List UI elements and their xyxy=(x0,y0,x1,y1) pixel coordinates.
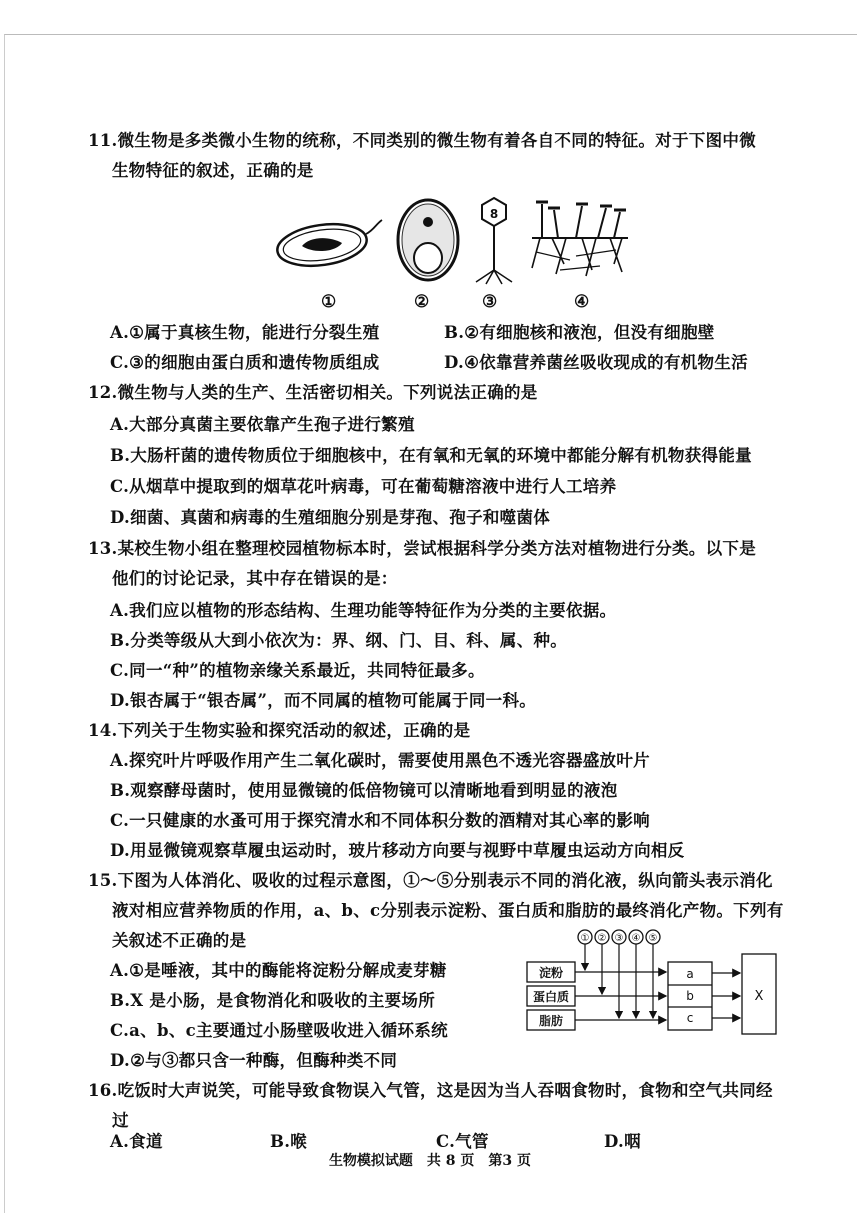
q11-option-a: A.①属于真核生物，能进行分裂生殖 xyxy=(110,323,380,342)
nutrient-starch: 淀粉 xyxy=(538,966,564,980)
digestion-diagram xyxy=(526,926,782,1036)
product-b: b xyxy=(686,989,694,1003)
juice-label-5: ⑤ xyxy=(648,933,658,944)
q13-option-c: C.同一“种”的植物亲缘关系最近，共同特征最多。 xyxy=(110,661,485,680)
question-11-stem xyxy=(88,126,808,186)
mold-drawing xyxy=(532,202,628,276)
q16-option-b: B.喉 xyxy=(270,1132,308,1151)
question-13-stem-line-1: 13.某校生物小组在整理校园植物标本时，尝试根据科学分类方法对植物进行分类。以下是 xyxy=(88,539,757,558)
figure-label-1: ① xyxy=(321,292,337,312)
nutrient-fat: 脂肪 xyxy=(538,1014,564,1028)
q14-option-a: A.探究叶片呼吸作用产生二氧化碳时，需要使用黑色不透光容器盛放叶片 xyxy=(110,751,650,770)
q11-option-b: B.②有细胞核和液泡，但没有细胞壁 xyxy=(444,323,715,342)
q14-option-c: C.一只健康的水蚤可用于探究清水和不同体积分数的酒精对其心率的影响 xyxy=(110,811,650,830)
svg-text:8: 8 xyxy=(489,207,499,221)
q13-option-b: B.分类等级从大到小依次为：界、纲、门、目、科、属、种。 xyxy=(110,631,568,650)
q11-option-d: D.④依靠营养菌丝吸收现成的有机物生活 xyxy=(444,353,748,372)
question-15-stem-line-3: 关叙述不正确的是 xyxy=(112,931,247,950)
bacteriophage-drawing xyxy=(476,198,512,284)
q13-option-a: A.我们应以植物的形态结构、生理功能等特征作为分类的主要依据。 xyxy=(110,601,617,620)
q12-option-c: C.从烟草中提取到的烟草花叶病毒，可在葡萄糖溶液中进行人工培养 xyxy=(110,477,617,496)
q11-option-c: C.③的细胞由蛋白质和遗传物质组成 xyxy=(110,353,380,372)
q13-option-d: D.银杏属于“银杏属”，而不同属的植物可能属于同一科。 xyxy=(110,691,537,710)
bacterium-drawing xyxy=(275,219,382,271)
q16-option-d: D.咽 xyxy=(604,1132,641,1151)
question-14-stem: 14.下列关于生物实验和探究活动的叙述，正确的是 xyxy=(88,721,471,740)
juice-label-1: ① xyxy=(580,933,590,944)
juice-label-2: ② xyxy=(597,933,607,944)
q14-option-d: D.用显微镜观察草履虫运动时，玻片移动方向要与视野中草履虫运动方向相反 xyxy=(110,841,685,860)
organ-x: X xyxy=(754,989,764,1004)
figure-label-3: ③ xyxy=(482,292,498,312)
q15-option-c: C.a、b、c主要通过小肠壁吸收进入循环系统 xyxy=(110,1021,448,1040)
juice-label-3: ③ xyxy=(614,933,624,944)
product-a: a xyxy=(686,967,694,981)
q15-option-b: B.X 是小肠，是食物消化和吸收的主要场所 xyxy=(110,991,436,1010)
question-16-stem-line-2: 过 xyxy=(112,1111,129,1130)
juice-label-4: ④ xyxy=(631,933,641,944)
page-footer: 生物模拟试题 共 8 页 第3 页 xyxy=(328,1153,532,1169)
yeast-drawing xyxy=(398,200,458,280)
q12-option-a: A.大部分真菌主要依靠产生孢子进行繁殖 xyxy=(110,415,415,434)
question-16-stem-line-1: 16.吃饭时大声说笑，可能导致食物误入气管，这是因为当人吞咽食物时，食物和空气共同经 xyxy=(88,1081,773,1100)
q15-option-d: D.②与③都只含一种酶，但酶种类不同 xyxy=(110,1051,398,1070)
q14-option-b: B.观察酵母菌时，使用显微镜的低倍物镜可以清晰地看到明显的液泡 xyxy=(110,781,618,800)
q12-option-d: D.细菌、真菌和病毒的生殖细胞分别是芽孢、孢子和噬菌体 xyxy=(110,508,551,527)
microorganism-figure xyxy=(270,190,640,290)
question-15-stem-line-2: 液对相应营养物质的作用，a、b、c分别表示淀粉、蛋白质和脂肪的最终消化产物。下列有 xyxy=(112,901,784,920)
question-13-stem-line-2: 他们的讨论记录，其中存在错误的是： xyxy=(112,569,398,588)
question-12-stem: 12.微生物与人类的生产、生活密切相关。下列说法正确的是 xyxy=(88,383,538,402)
q15-option-a: A.①是唾液，其中的酶能将淀粉分解成麦芽糖 xyxy=(110,961,447,980)
digestive-juice-circles xyxy=(578,930,660,944)
q12-option-b: B.大肠杆菌的遗传物质位于细胞核中，在有氧和无氧的环境中都能分解有机物获得能量 xyxy=(110,446,752,465)
q16-option-a: A.食道 xyxy=(110,1132,163,1151)
q16-option-c: C.气管 xyxy=(436,1132,489,1151)
nutrient-protein: 蛋白质 xyxy=(532,990,570,1004)
figure-label-2: ② xyxy=(414,292,430,312)
product-c: c xyxy=(686,1011,694,1025)
question-11-stem-line-1: 11.微生物是多类微小生物的统称，不同类别的微生物有着各自不同的特征。对于下图中微 xyxy=(88,131,757,150)
question-15-stem-line-1: 15.下图为人体消化、吸收的过程示意图，①～⑤分别表示不同的消化液，纵向箭头表示消化 xyxy=(88,871,773,890)
figure-label-4: ④ xyxy=(574,292,590,312)
question-13-stem xyxy=(88,534,808,594)
question-11-stem-line-2: 生物特征的叙述，正确的是 xyxy=(112,161,314,180)
